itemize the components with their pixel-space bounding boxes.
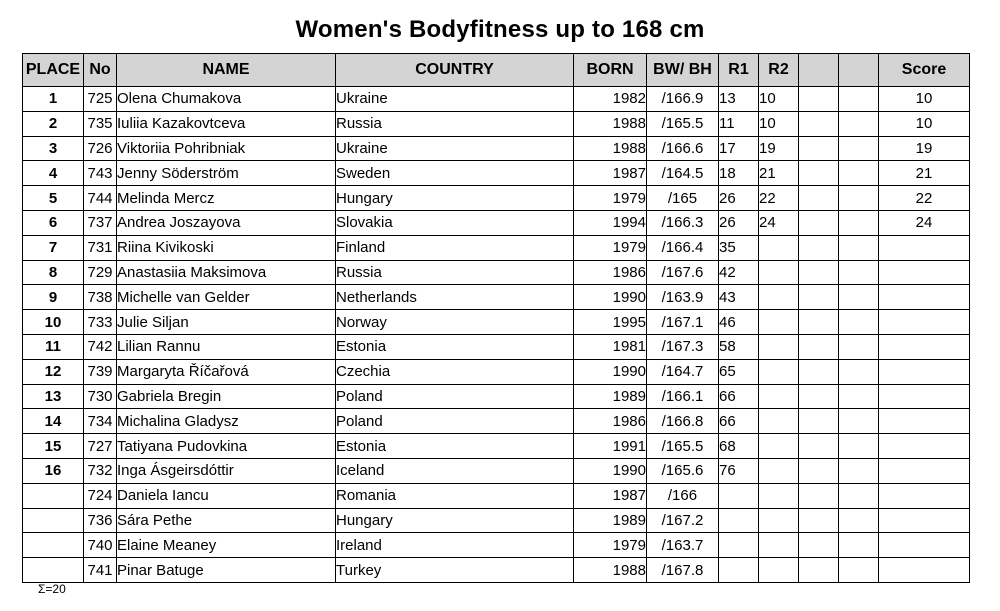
- cell-blank-2: [839, 359, 879, 384]
- table-row: [23, 409, 970, 434]
- header-born: BORN: [574, 54, 647, 87]
- cell-place: 11: [23, 334, 84, 359]
- cell-bw-bh: /165.5: [647, 434, 719, 459]
- cell-born: 1991: [574, 434, 647, 459]
- cell-score: [879, 285, 970, 310]
- table-row: [23, 483, 970, 508]
- table-row: [23, 359, 970, 384]
- cell-born: 1988: [574, 136, 647, 161]
- cell-score: [879, 533, 970, 558]
- cell-bw-bh: /167.3: [647, 334, 719, 359]
- cell-r1: 26: [719, 210, 759, 235]
- cell-country: Poland: [336, 384, 574, 409]
- cell-no: 732: [84, 458, 117, 483]
- header-name: NAME: [117, 54, 336, 87]
- cell-blank-1: [799, 558, 839, 583]
- cell-bw-bh: /166.4: [647, 235, 719, 260]
- cell-score: [879, 458, 970, 483]
- cell-blank-2: [839, 409, 879, 434]
- cell-place: 10: [23, 310, 84, 335]
- header-score: Score: [879, 54, 970, 87]
- cell-born: 1988: [574, 111, 647, 136]
- cell-name: Michelle van Gelder: [117, 285, 336, 310]
- cell-born: 1988: [574, 558, 647, 583]
- cell-bw-bh: /165: [647, 186, 719, 211]
- table-row: [23, 87, 970, 112]
- cell-country: Iceland: [336, 458, 574, 483]
- cell-blank-1: [799, 533, 839, 558]
- cell-blank-2: [839, 508, 879, 533]
- table-row: [23, 310, 970, 335]
- cell-born: 1989: [574, 384, 647, 409]
- cell-r1: [719, 533, 759, 558]
- cell-r2: [759, 458, 799, 483]
- cell-place: 8: [23, 260, 84, 285]
- page-title: Women's Bodyfitness up to 168 cm: [295, 16, 705, 43]
- cell-blank-2: [839, 136, 879, 161]
- cell-r1: [719, 558, 759, 583]
- cell-blank-1: [799, 334, 839, 359]
- cell-blank-2: [839, 210, 879, 235]
- cell-r2: 19: [759, 136, 799, 161]
- cell-place: [23, 533, 84, 558]
- cell-r2: [759, 235, 799, 260]
- cell-name: Riina Kivikoski: [117, 235, 336, 260]
- cell-bw-bh: /166.3: [647, 210, 719, 235]
- cell-r1: 18: [719, 161, 759, 186]
- cell-place: 6: [23, 210, 84, 235]
- cell-no: 735: [84, 111, 117, 136]
- cell-blank-2: [839, 434, 879, 459]
- cell-born: 1989: [574, 508, 647, 533]
- cell-score: [879, 409, 970, 434]
- cell-r2: 10: [759, 87, 799, 112]
- cell-score: 24: [879, 210, 970, 235]
- cell-bw-bh: /164.5: [647, 161, 719, 186]
- cell-r2: [759, 310, 799, 335]
- cell-score: [879, 310, 970, 335]
- table-row: [23, 384, 970, 409]
- cell-country: Hungary: [336, 186, 574, 211]
- header-country: COUNTRY: [336, 54, 574, 87]
- cell-r2: [759, 533, 799, 558]
- cell-blank-2: [839, 558, 879, 583]
- results-table: [22, 53, 970, 583]
- cell-r1: 58: [719, 334, 759, 359]
- cell-blank-2: [839, 458, 879, 483]
- cell-no: 734: [84, 409, 117, 434]
- cell-born: 1979: [574, 235, 647, 260]
- cell-bw-bh: /164.7: [647, 359, 719, 384]
- cell-place: [23, 483, 84, 508]
- table-row: [23, 558, 970, 583]
- cell-place: [23, 508, 84, 533]
- cell-name: Pinar Batuge: [117, 558, 336, 583]
- header-r2: R2: [759, 54, 799, 87]
- cell-bw-bh: /166.6: [647, 136, 719, 161]
- cell-name: Iuliia Kazakovtceva: [117, 111, 336, 136]
- table-row: [23, 210, 970, 235]
- cell-r2: [759, 409, 799, 434]
- cell-born: 1990: [574, 285, 647, 310]
- cell-place: 7: [23, 235, 84, 260]
- cell-no: 740: [84, 533, 117, 558]
- cell-place: 13: [23, 384, 84, 409]
- cell-r2: [759, 508, 799, 533]
- header-place: PLACE: [23, 54, 84, 87]
- cell-country: Ireland: [336, 533, 574, 558]
- cell-place: 3: [23, 136, 84, 161]
- cell-name: Andrea Joszayova: [117, 210, 336, 235]
- cell-blank-2: [839, 111, 879, 136]
- cell-name: Melinda Mercz: [117, 186, 336, 211]
- cell-bw-bh: /163.7: [647, 533, 719, 558]
- cell-name: Viktoriia Pohribniak: [117, 136, 336, 161]
- table-row: [23, 186, 970, 211]
- cell-blank-2: [839, 334, 879, 359]
- cell-place: 9: [23, 285, 84, 310]
- cell-born: 1995: [574, 310, 647, 335]
- cell-blank-1: [799, 235, 839, 260]
- cell-blank-1: [799, 111, 839, 136]
- cell-r1: 11: [719, 111, 759, 136]
- cell-country: Ukraine: [336, 87, 574, 112]
- cell-score: [879, 334, 970, 359]
- cell-country: Russia: [336, 260, 574, 285]
- cell-blank-1: [799, 310, 839, 335]
- cell-r1: 26: [719, 186, 759, 211]
- cell-bw-bh: /167.1: [647, 310, 719, 335]
- cell-country: Czechia: [336, 359, 574, 384]
- cell-blank-1: [799, 87, 839, 112]
- competitor-count: Σ=20: [38, 582, 66, 596]
- cell-r1: 42: [719, 260, 759, 285]
- cell-name: Tatiyana Pudovkina: [117, 434, 336, 459]
- cell-score: [879, 260, 970, 285]
- cell-r1: 43: [719, 285, 759, 310]
- cell-r1: 35: [719, 235, 759, 260]
- cell-bw-bh: /167.2: [647, 508, 719, 533]
- cell-country: Estonia: [336, 334, 574, 359]
- cell-score: 10: [879, 111, 970, 136]
- cell-r2: 22: [759, 186, 799, 211]
- cell-blank-1: [799, 186, 839, 211]
- cell-name: Gabriela Bregin: [117, 384, 336, 409]
- cell-place: 5: [23, 186, 84, 211]
- table-row: [23, 508, 970, 533]
- cell-no: 739: [84, 359, 117, 384]
- header-r1: R1: [719, 54, 759, 87]
- header-blank-1: [799, 54, 839, 87]
- cell-country: Hungary: [336, 508, 574, 533]
- table-row: [23, 235, 970, 260]
- cell-name: Margaryta Říčařová: [117, 359, 336, 384]
- cell-blank-2: [839, 285, 879, 310]
- cell-no: 724: [84, 483, 117, 508]
- header-blank-2: [839, 54, 879, 87]
- cell-blank-1: [799, 136, 839, 161]
- cell-place: 1: [23, 87, 84, 112]
- cell-r2: 21: [759, 161, 799, 186]
- cell-r2: [759, 285, 799, 310]
- table-row: [23, 136, 970, 161]
- cell-r1: 76: [719, 458, 759, 483]
- cell-place: 12: [23, 359, 84, 384]
- cell-blank-1: [799, 359, 839, 384]
- cell-r2: [759, 558, 799, 583]
- cell-name: Olena Chumakova: [117, 87, 336, 112]
- cell-name: Jenny Söderström: [117, 161, 336, 186]
- cell-name: Elaine Meaney: [117, 533, 336, 558]
- cell-score: [879, 434, 970, 459]
- cell-no: 731: [84, 235, 117, 260]
- cell-no: 744: [84, 186, 117, 211]
- cell-blank-1: [799, 384, 839, 409]
- cell-blank-1: [799, 161, 839, 186]
- cell-born: 1986: [574, 409, 647, 434]
- cell-blank-1: [799, 260, 839, 285]
- cell-bw-bh: /166.9: [647, 87, 719, 112]
- cell-blank-1: [799, 508, 839, 533]
- cell-country: Finland: [336, 235, 574, 260]
- cell-no: 725: [84, 87, 117, 112]
- cell-blank-2: [839, 310, 879, 335]
- cell-name: Daniela Iancu: [117, 483, 336, 508]
- cell-country: Estonia: [336, 434, 574, 459]
- cell-r1: 68: [719, 434, 759, 459]
- header-no: No: [84, 54, 117, 87]
- cell-blank-2: [839, 483, 879, 508]
- cell-born: 1979: [574, 533, 647, 558]
- cell-no: 743: [84, 161, 117, 186]
- cell-blank-1: [799, 409, 839, 434]
- cell-country: Russia: [336, 111, 574, 136]
- cell-r1: [719, 508, 759, 533]
- cell-country: Norway: [336, 310, 574, 335]
- cell-r2: [759, 434, 799, 459]
- cell-r2: [759, 359, 799, 384]
- header-row: [23, 54, 970, 87]
- cell-bw-bh: /167.8: [647, 558, 719, 583]
- cell-score: [879, 235, 970, 260]
- cell-country: Romania: [336, 483, 574, 508]
- cell-name: Inga Ásgeirsdóttir: [117, 458, 336, 483]
- cell-score: [879, 483, 970, 508]
- cell-r2: [759, 260, 799, 285]
- cell-blank-2: [839, 533, 879, 558]
- cell-bw-bh: /163.9: [647, 285, 719, 310]
- cell-place: 15: [23, 434, 84, 459]
- cell-r1: [719, 483, 759, 508]
- cell-place: 4: [23, 161, 84, 186]
- table-row: [23, 334, 970, 359]
- cell-r1: 66: [719, 409, 759, 434]
- cell-no: 726: [84, 136, 117, 161]
- cell-country: Netherlands: [336, 285, 574, 310]
- cell-born: 1994: [574, 210, 647, 235]
- cell-born: 1987: [574, 161, 647, 186]
- cell-born: 1981: [574, 334, 647, 359]
- cell-score: [879, 359, 970, 384]
- cell-no: 738: [84, 285, 117, 310]
- cell-country: Poland: [336, 409, 574, 434]
- cell-bw-bh: /166: [647, 483, 719, 508]
- cell-score: 22: [879, 186, 970, 211]
- cell-no: 736: [84, 508, 117, 533]
- cell-place: 2: [23, 111, 84, 136]
- cell-r1: 17: [719, 136, 759, 161]
- cell-no: 730: [84, 384, 117, 409]
- cell-blank-2: [839, 235, 879, 260]
- table-row: [23, 458, 970, 483]
- cell-name: Julie Siljan: [117, 310, 336, 335]
- cell-r2: 24: [759, 210, 799, 235]
- cell-no: 733: [84, 310, 117, 335]
- table-row: [23, 533, 970, 558]
- cell-r1: 46: [719, 310, 759, 335]
- cell-country: Ukraine: [336, 136, 574, 161]
- cell-blank-1: [799, 458, 839, 483]
- cell-name: Sára Pethe: [117, 508, 336, 533]
- cell-score: [879, 558, 970, 583]
- cell-name: Lilian Rannu: [117, 334, 336, 359]
- cell-bw-bh: /166.8: [647, 409, 719, 434]
- cell-country: Slovakia: [336, 210, 574, 235]
- cell-blank-1: [799, 210, 839, 235]
- cell-bw-bh: /167.6: [647, 260, 719, 285]
- cell-r2: [759, 334, 799, 359]
- cell-score: [879, 384, 970, 409]
- cell-country: Turkey: [336, 558, 574, 583]
- cell-r1: 66: [719, 384, 759, 409]
- cell-no: 741: [84, 558, 117, 583]
- cell-no: 737: [84, 210, 117, 235]
- cell-blank-2: [839, 186, 879, 211]
- cell-blank-1: [799, 434, 839, 459]
- results-body: [23, 87, 970, 583]
- cell-place: [23, 558, 84, 583]
- cell-r2: 10: [759, 111, 799, 136]
- cell-blank-2: [839, 384, 879, 409]
- cell-blank-2: [839, 161, 879, 186]
- cell-score: 19: [879, 136, 970, 161]
- cell-score: 21: [879, 161, 970, 186]
- cell-bw-bh: /165.6: [647, 458, 719, 483]
- table-row: [23, 161, 970, 186]
- cell-bw-bh: /165.5: [647, 111, 719, 136]
- cell-no: 729: [84, 260, 117, 285]
- cell-place: 14: [23, 409, 84, 434]
- cell-score: [879, 508, 970, 533]
- cell-place: 16: [23, 458, 84, 483]
- cell-born: 1990: [574, 359, 647, 384]
- cell-blank-2: [839, 87, 879, 112]
- cell-name: Michalina Gladysz: [117, 409, 336, 434]
- table-row: [23, 285, 970, 310]
- cell-r2: [759, 483, 799, 508]
- table-row: [23, 260, 970, 285]
- cell-born: 1986: [574, 260, 647, 285]
- cell-score: 10: [879, 87, 970, 112]
- cell-r1: 65: [719, 359, 759, 384]
- table-row: [23, 434, 970, 459]
- header-bw-bh: BW/ BH: [647, 54, 719, 87]
- cell-r1: 13: [719, 87, 759, 112]
- cell-born: 1990: [574, 458, 647, 483]
- cell-blank-2: [839, 260, 879, 285]
- cell-no: 727: [84, 434, 117, 459]
- cell-country: Sweden: [336, 161, 574, 186]
- cell-r2: [759, 384, 799, 409]
- cell-blank-1: [799, 483, 839, 508]
- cell-born: 1987: [574, 483, 647, 508]
- cell-born: 1979: [574, 186, 647, 211]
- cell-blank-1: [799, 285, 839, 310]
- table-row: [23, 111, 970, 136]
- cell-name: Anastasiia Maksimova: [117, 260, 336, 285]
- cell-no: 742: [84, 334, 117, 359]
- cell-born: 1982: [574, 87, 647, 112]
- cell-bw-bh: /166.1: [647, 384, 719, 409]
